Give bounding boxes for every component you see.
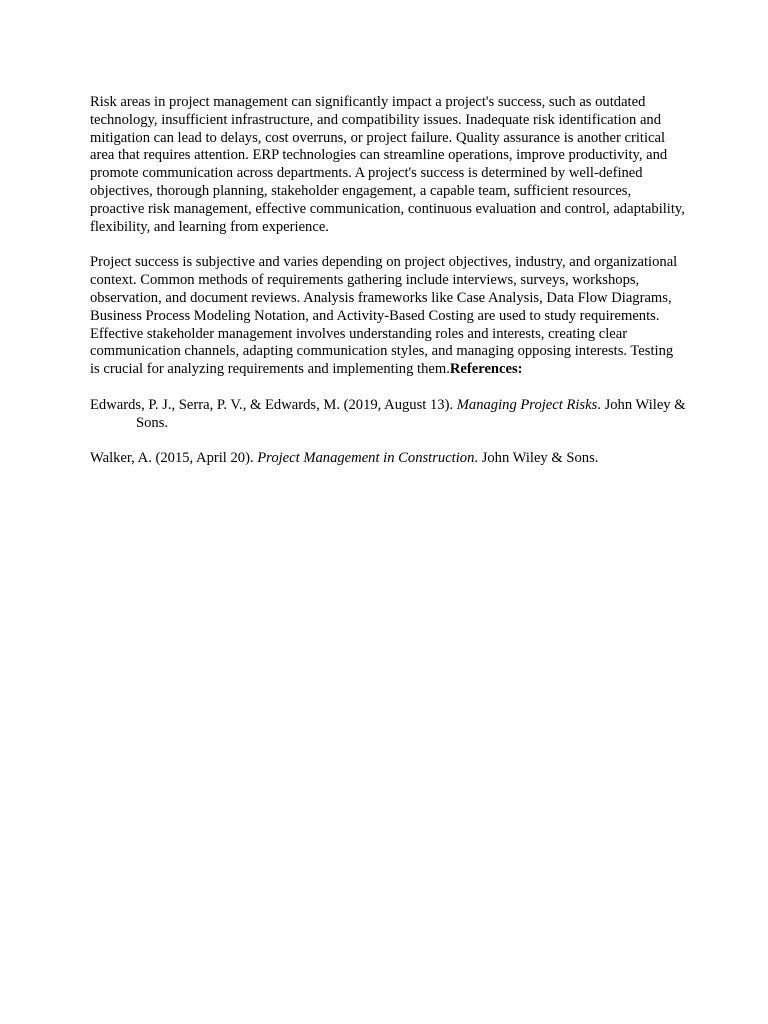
paragraph-text: Risk areas in project management can significantly impact a project's success, such as outdated technology, insufficient infrastructure, and compatibility issues. Inadequate risk identification and mitigation can lead to delays, cost overruns, or project failure. Quality assurance is another critical area that requires attention. ERP technologies can streamline operations, improve productivity, and promote communication across departments. A project's success is determined by well-defined objectives, thorough planning, stakeholder engagement, a capable team, sufficient resources, proactive risk management, effective communication, continuous evaluation and control, adaptability, flexibility, and learning from experience. <box>90 94 685 235</box>
paragraph-project-success <box>90 254 686 379</box>
paragraph-text: Project success is subjective and varies depending on project objectives, industry, and organizational context. Common methods of requirements gathering include interviews, surveys, workshops, observation, and document reviews. Analysis frameworks like Case Analysis, Data Flow Diagrams, Business Process Modeling Notation, and Activity-Based Costing are used to study requirements. Effective stakeholder management involves understanding roles and interests, creating clear communication channels, adapting communication styles, and managing opposing interests. Testing is crucial for analyzing requirements and implementing them. <box>90 254 678 378</box>
reference-title: Project Management in Construction <box>257 449 475 466</box>
reference-authors-date: Edwards, P. J., Serra, P. V., & Edwards, M. (2019, August 13). <box>90 396 457 413</box>
reference-publisher: . John Wiley & Sons. <box>474 449 599 466</box>
paragraph-risk-areas <box>90 94 686 236</box>
reference-publisher: . John Wiley & Sons. <box>136 396 686 431</box>
references-heading: References: <box>449 361 523 378</box>
reference-title: Managing Project Risks <box>456 396 598 413</box>
reference-authors-date: Walker, A. (2015, April 20). <box>90 449 258 466</box>
document-body <box>90 94 686 484</box>
reference-item <box>90 397 686 433</box>
reference-item <box>90 450 686 468</box>
